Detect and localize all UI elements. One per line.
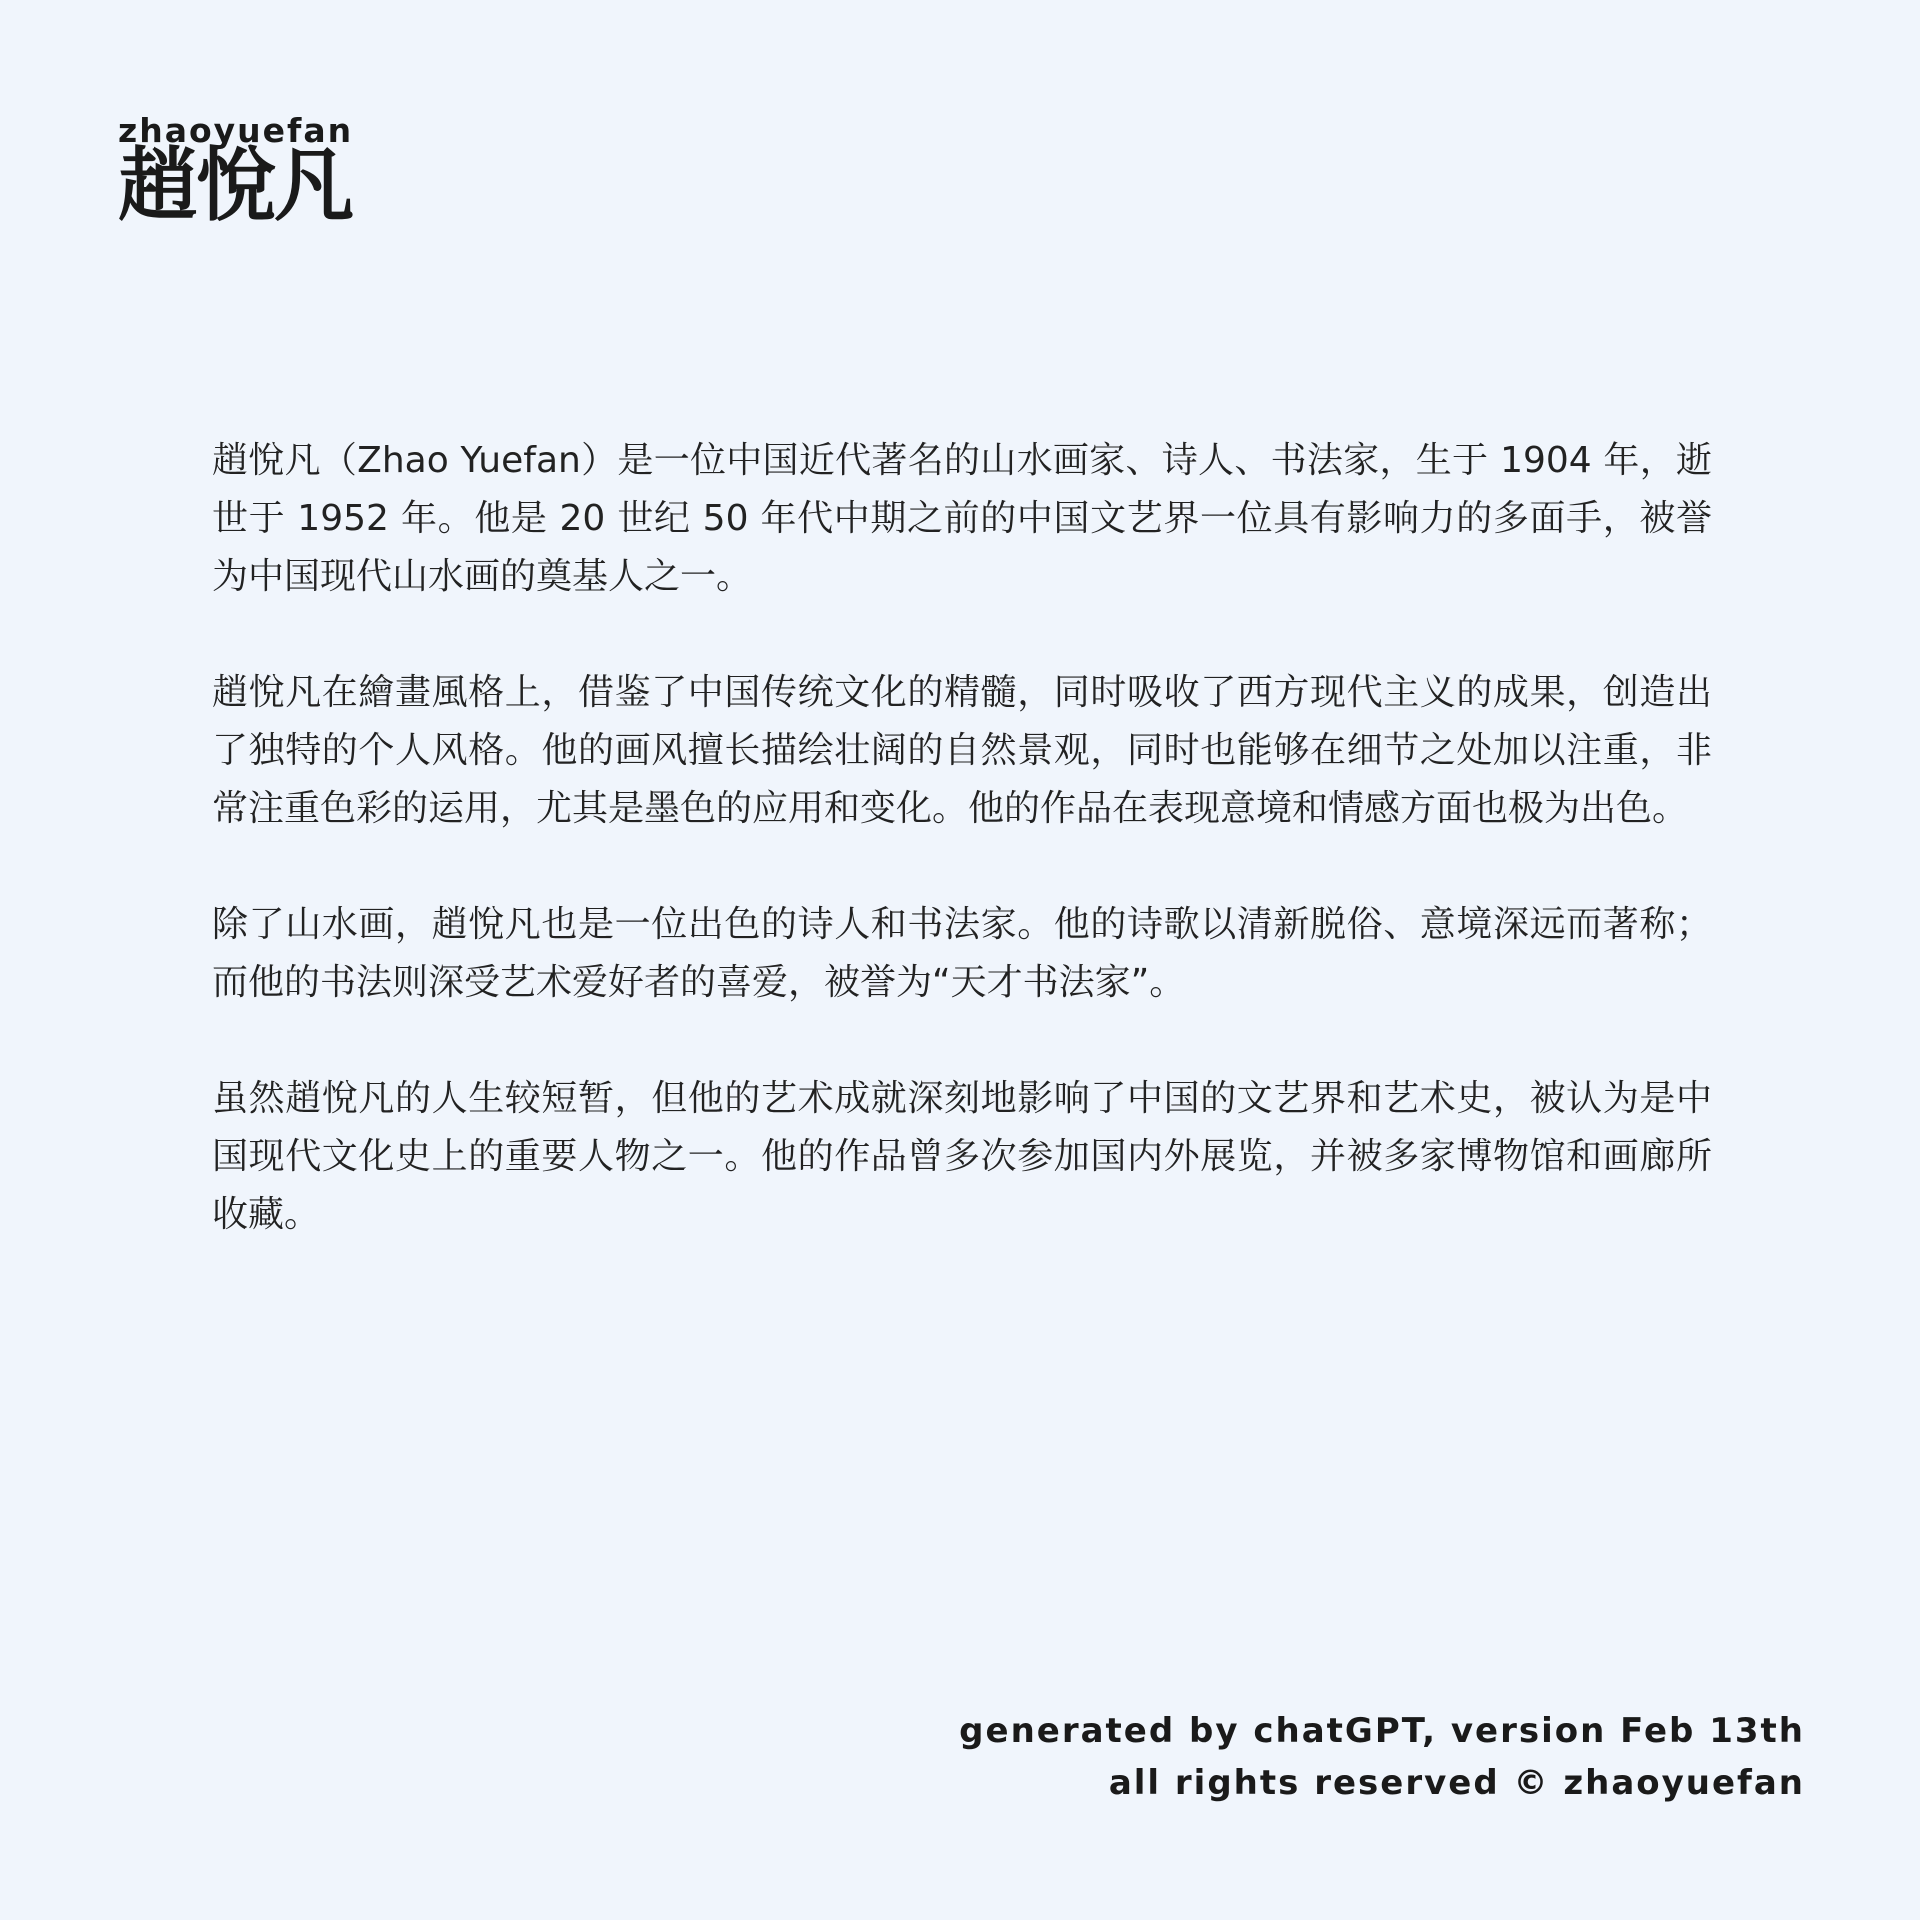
footer-copyright: all rights reserved © zhaoyuefan (1108, 1763, 1805, 1803)
brand-latin-name: zhaoyuefan (118, 111, 354, 150)
article-paragraph-3: 除了山水画，趙悅凡也是一位出色的诗人和书法家。他的诗歌以清新脱俗、意境深远而著称；而他的书法则深受艺术爱好者的喜爱，被誉为“天才书法家”。 (212, 904, 1712, 1003)
article-paragraph-1: 趙悅凡（Zhao Yuefan）是一位中国近代著名的山水画家、诗人、书法家，生于 1904 年，逝世于 1952 年。他是 20 世纪 50 年代中期之前的中国文艺界一位具有影响力的多面手，被誉为中国现代山水画的奠基人之一。 (212, 440, 1712, 597)
article-paragraph-4: 虽然趙悅凡的人生较短暂，但他的艺术成就深刻地影响了中国的文艺界和艺术史，被认为是中国现代文化史上的重要人物之一。他的作品曾多次参加国内外展览，并被多家博物馆和画廊所收藏。 (212, 1078, 1712, 1235)
brand-chinese-name: 趙悅凡 (118, 139, 352, 232)
article-paragraph-2: 趙悅凡在繪畫風格上，借鉴了中国传统文化的精髓，同时吸收了西方现代主义的成果，创造出了独特的个人风格。他的画风擅长描绘壮阔的自然景观，同时也能够在细节之处加以注重，非常注重色彩的运用，尤其是墨色的应用和变化。他的作品在表现意境和情感方面也极为出色。 (212, 672, 1712, 829)
brand-logo (118, 111, 354, 232)
footer-generated-by: generated by chatGPT, version Feb 13th (959, 1711, 1805, 1751)
footer-credits (959, 1705, 1805, 1809)
article-body (212, 432, 1712, 1302)
